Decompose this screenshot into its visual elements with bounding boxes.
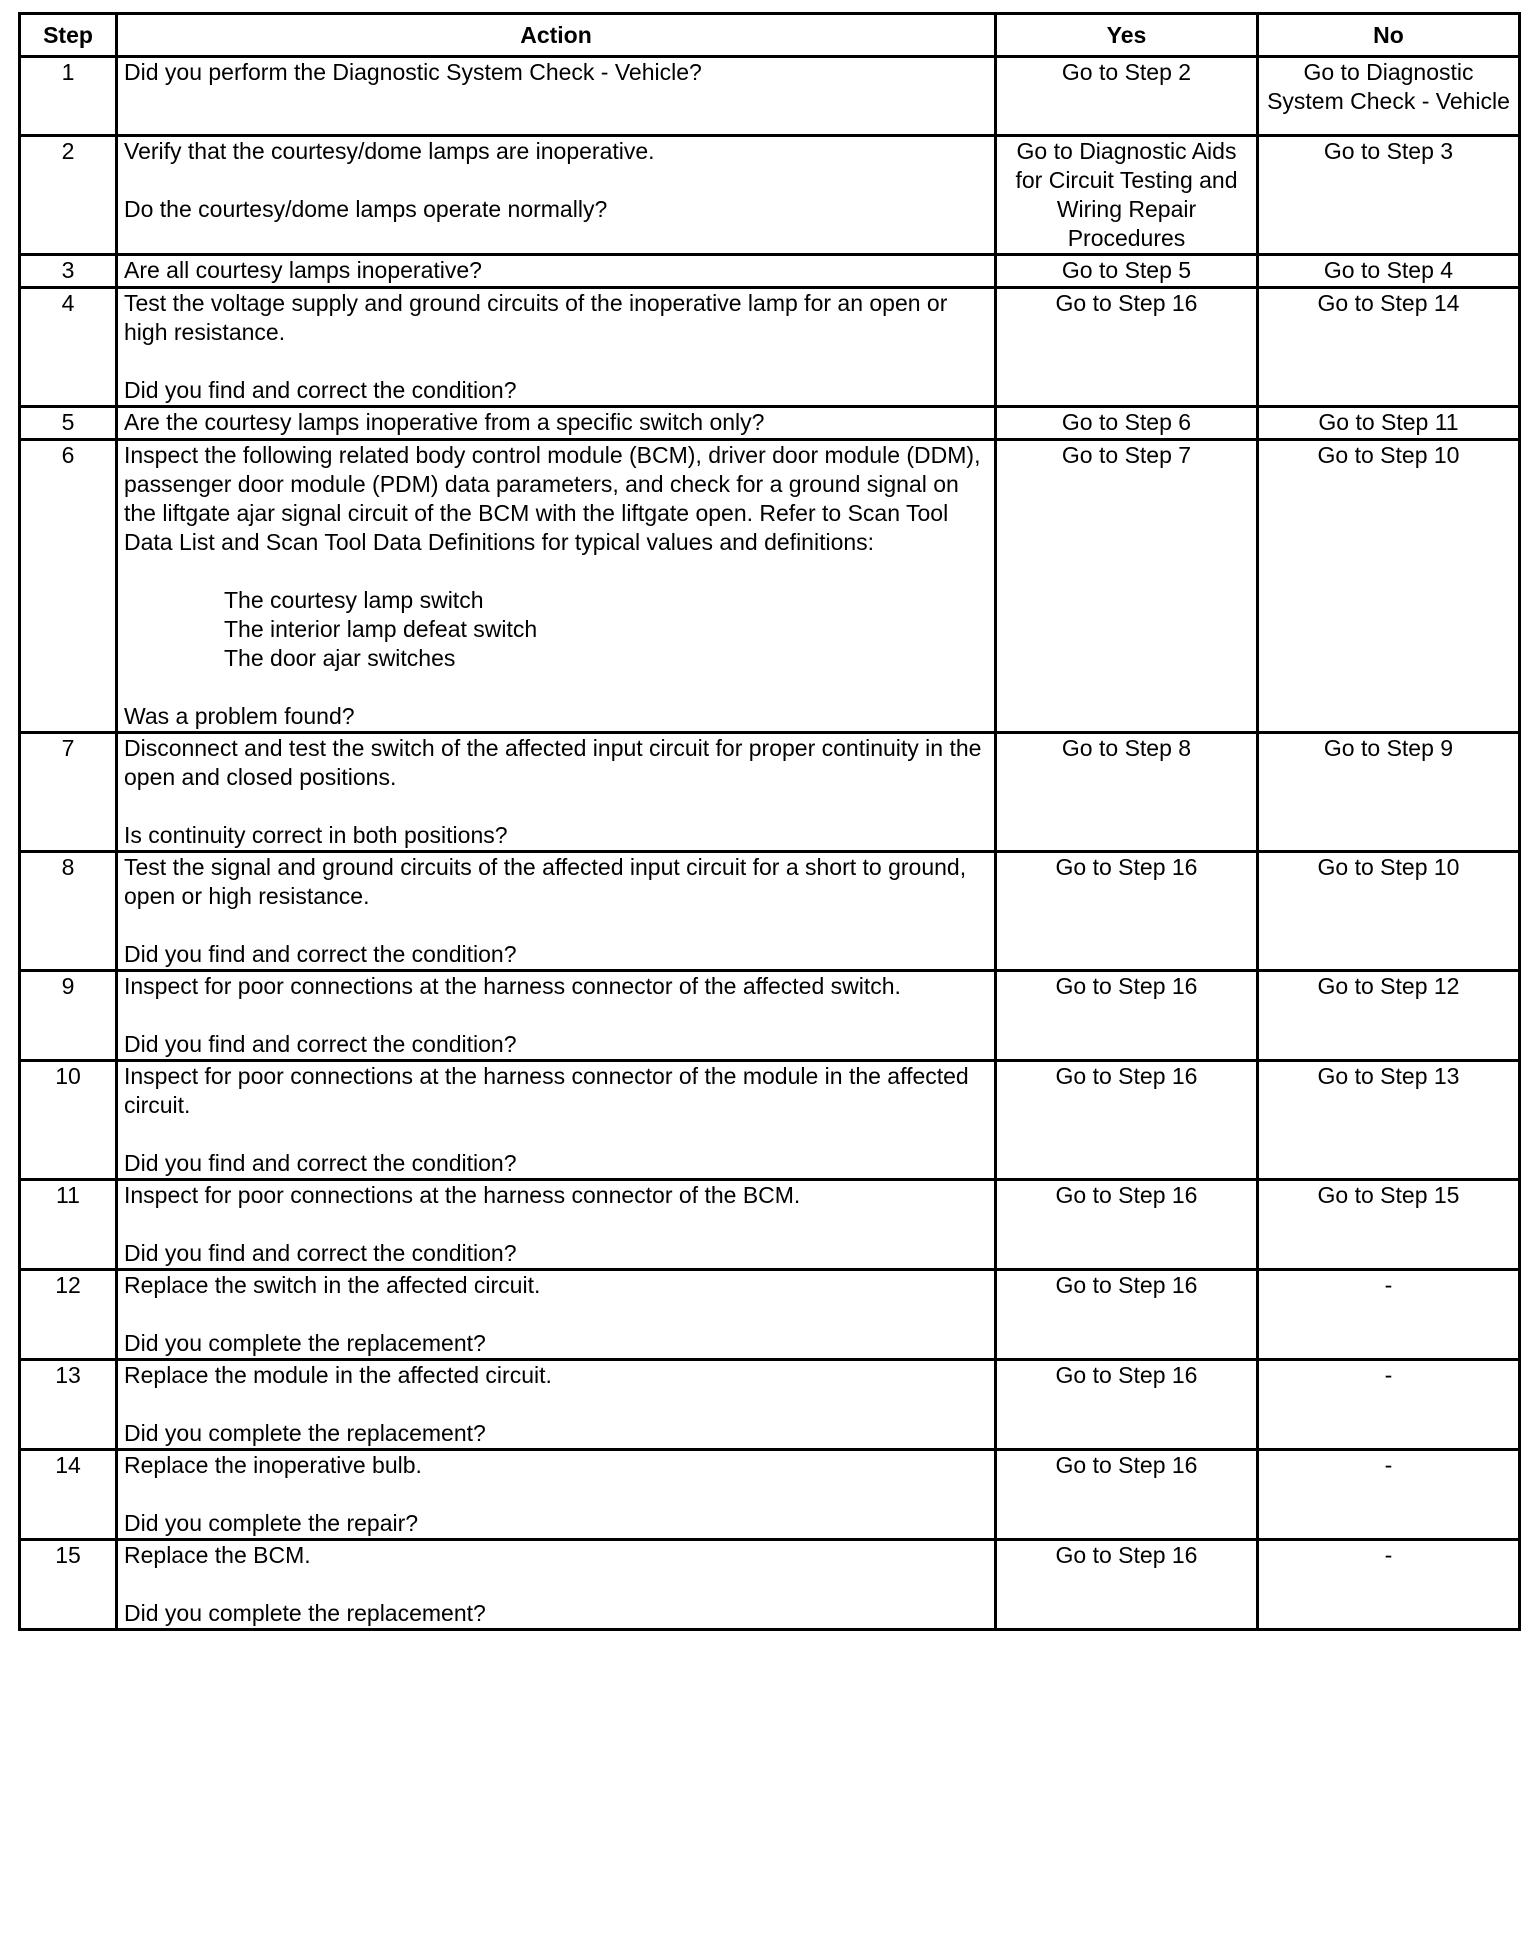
- yes-result: Go to Step 2: [996, 57, 1258, 136]
- yes-result: Go to Step 16: [996, 1180, 1258, 1270]
- table-row: [20, 407, 1520, 440]
- no-result: -: [1258, 1270, 1520, 1360]
- table-row: [20, 1450, 1520, 1540]
- action-cell: [117, 1540, 996, 1630]
- no-result: Go to Step 13: [1258, 1061, 1520, 1180]
- action-question: Did you complete the repair?: [124, 1510, 419, 1536]
- action-question: Is continuity correct in both positions?: [124, 822, 508, 848]
- step-number: 10: [20, 1061, 117, 1180]
- no-result: -: [1258, 1450, 1520, 1540]
- no-result: Go to Step 14: [1258, 288, 1520, 407]
- no-result: Go to Step 9: [1258, 733, 1520, 852]
- step-number: 5: [20, 407, 117, 440]
- yes-result: Go to Step 16: [996, 1270, 1258, 1360]
- table-row: [20, 733, 1520, 852]
- action-question: Did you complete the replacement?: [124, 1600, 486, 1626]
- action-text: Are the courtesy lamps inoperative from a specific switch only?: [124, 409, 765, 435]
- no-result: Go to Step 10: [1258, 440, 1520, 733]
- yes-result: Go to Diagnostic Aids for Circuit Testing and Wiring Repair Procedures: [996, 136, 1258, 255]
- action-question: Was a problem found?: [124, 703, 355, 729]
- action-list-item: The door ajar switches: [224, 645, 456, 671]
- yes-result: Go to Step 8: [996, 733, 1258, 852]
- action-cell: [117, 407, 996, 440]
- yes-result: Go to Step 16: [996, 852, 1258, 971]
- step-number: 4: [20, 288, 117, 407]
- action-text: Replace the module in the affected circuit.: [124, 1362, 552, 1388]
- header-row: [20, 14, 1520, 57]
- yes-result: Go to Step 7: [996, 440, 1258, 733]
- diagnostic-table: [18, 12, 1521, 1631]
- yes-result: Go to Step 16: [996, 971, 1258, 1061]
- action-question: Did you complete the replacement?: [124, 1330, 486, 1356]
- yes-result: Go to Step 16: [996, 1360, 1258, 1450]
- header-step: Step: [20, 14, 117, 57]
- no-result: -: [1258, 1540, 1520, 1630]
- no-result: Go to Step 11: [1258, 407, 1520, 440]
- step-number: 15: [20, 1540, 117, 1630]
- table-row: [20, 1540, 1520, 1630]
- action-question: Did you find and correct the condition?: [124, 377, 517, 403]
- step-number: 1: [20, 57, 117, 136]
- step-number: 12: [20, 1270, 117, 1360]
- header-yes: Yes: [996, 14, 1258, 57]
- action-question: Did you find and correct the condition?: [124, 1240, 517, 1266]
- action-text: Are all courtesy lamps inoperative?: [124, 257, 482, 283]
- no-result: Go to Diagnostic System Check - Vehicle: [1258, 57, 1520, 136]
- step-number: 6: [20, 440, 117, 733]
- yes-result: Go to Step 16: [996, 1450, 1258, 1540]
- step-number: 2: [20, 136, 117, 255]
- action-question: Did you complete the replacement?: [124, 1420, 486, 1446]
- action-text: Inspect for poor connections at the harness connector of the BCM.: [124, 1182, 801, 1208]
- yes-result: Go to Step 16: [996, 288, 1258, 407]
- action-cell: [117, 1180, 996, 1270]
- action-cell: [117, 136, 996, 255]
- no-result: Go to Step 10: [1258, 852, 1520, 971]
- action-cell: [117, 1450, 996, 1540]
- no-result: Go to Step 4: [1258, 255, 1520, 288]
- action-list-item: The courtesy lamp switch: [224, 587, 484, 613]
- action-list: [124, 586, 988, 673]
- action-question: Did you find and correct the condition?: [124, 1031, 517, 1057]
- table-row: [20, 57, 1520, 136]
- table-row: [20, 852, 1520, 971]
- action-text: Did you perform the Diagnostic System Check - Vehicle?: [124, 59, 702, 85]
- header-no: No: [1258, 14, 1520, 57]
- yes-result: Go to Step 16: [996, 1540, 1258, 1630]
- action-cell: [117, 733, 996, 852]
- table-row: [20, 1061, 1520, 1180]
- table-row: [20, 440, 1520, 733]
- action-cell: [117, 1061, 996, 1180]
- table-row: [20, 255, 1520, 288]
- no-result: -: [1258, 1360, 1520, 1450]
- action-text: Disconnect and test the switch of the affected input circuit for proper continuity in the open and closed positions.: [124, 735, 988, 790]
- step-number: 7: [20, 733, 117, 852]
- action-cell: [117, 1270, 996, 1360]
- action-cell: [117, 255, 996, 288]
- table-row: [20, 136, 1520, 255]
- action-question: Do the courtesy/dome lamps operate normally?: [124, 196, 608, 222]
- yes-result: Go to Step 16: [996, 1061, 1258, 1180]
- action-cell: [117, 852, 996, 971]
- step-number: 13: [20, 1360, 117, 1450]
- action-text: Inspect for poor connections at the harness connector of the affected switch.: [124, 973, 901, 999]
- action-text: Test the voltage supply and ground circuits of the inoperative lamp for an open or high resistance.: [124, 290, 954, 345]
- action-text: Replace the switch in the affected circuit.: [124, 1272, 541, 1298]
- step-number: 9: [20, 971, 117, 1061]
- no-result: Go to Step 3: [1258, 136, 1520, 255]
- table-row: [20, 1360, 1520, 1450]
- step-number: 14: [20, 1450, 117, 1540]
- table-row: [20, 1270, 1520, 1360]
- table-row: [20, 288, 1520, 407]
- action-question: Did you find and correct the condition?: [124, 1150, 517, 1176]
- action-text: Test the signal and ground circuits of the affected input circuit for a short to ground, open or high resistance.: [124, 854, 973, 909]
- action-text: Replace the inoperative bulb.: [124, 1452, 422, 1478]
- action-text: Verify that the courtesy/dome lamps are inoperative.: [124, 138, 655, 164]
- header-action: Action: [117, 14, 996, 57]
- no-result: Go to Step 12: [1258, 971, 1520, 1061]
- action-cell: [117, 288, 996, 407]
- action-cell: [117, 1360, 996, 1450]
- table-row: [20, 1180, 1520, 1270]
- step-number: 11: [20, 1180, 117, 1270]
- action-question: Did you find and correct the condition?: [124, 941, 517, 967]
- action-list-item: The interior lamp defeat switch: [224, 616, 538, 642]
- yes-result: Go to Step 6: [996, 407, 1258, 440]
- action-cell: [117, 971, 996, 1061]
- step-number: 3: [20, 255, 117, 288]
- action-cell: [117, 57, 996, 136]
- table-row: [20, 971, 1520, 1061]
- action-text: Inspect for poor connections at the harness connector of the module in the affected circuit.: [124, 1063, 976, 1118]
- step-number: 8: [20, 852, 117, 971]
- no-result: Go to Step 15: [1258, 1180, 1520, 1270]
- action-cell: [117, 440, 996, 733]
- action-text: Inspect the following related body control module (BCM), driver door module (DDM), passenger door module (PDM) data parameters, and check for a ground signal on the liftgate ajar signal circuit of the BCM with the liftgate open. Refer to Scan Tool Data List and Scan Tool Data Definitions for typical values and definitions:: [124, 442, 987, 555]
- action-text: Replace the BCM.: [124, 1542, 311, 1568]
- yes-result: Go to Step 5: [996, 255, 1258, 288]
